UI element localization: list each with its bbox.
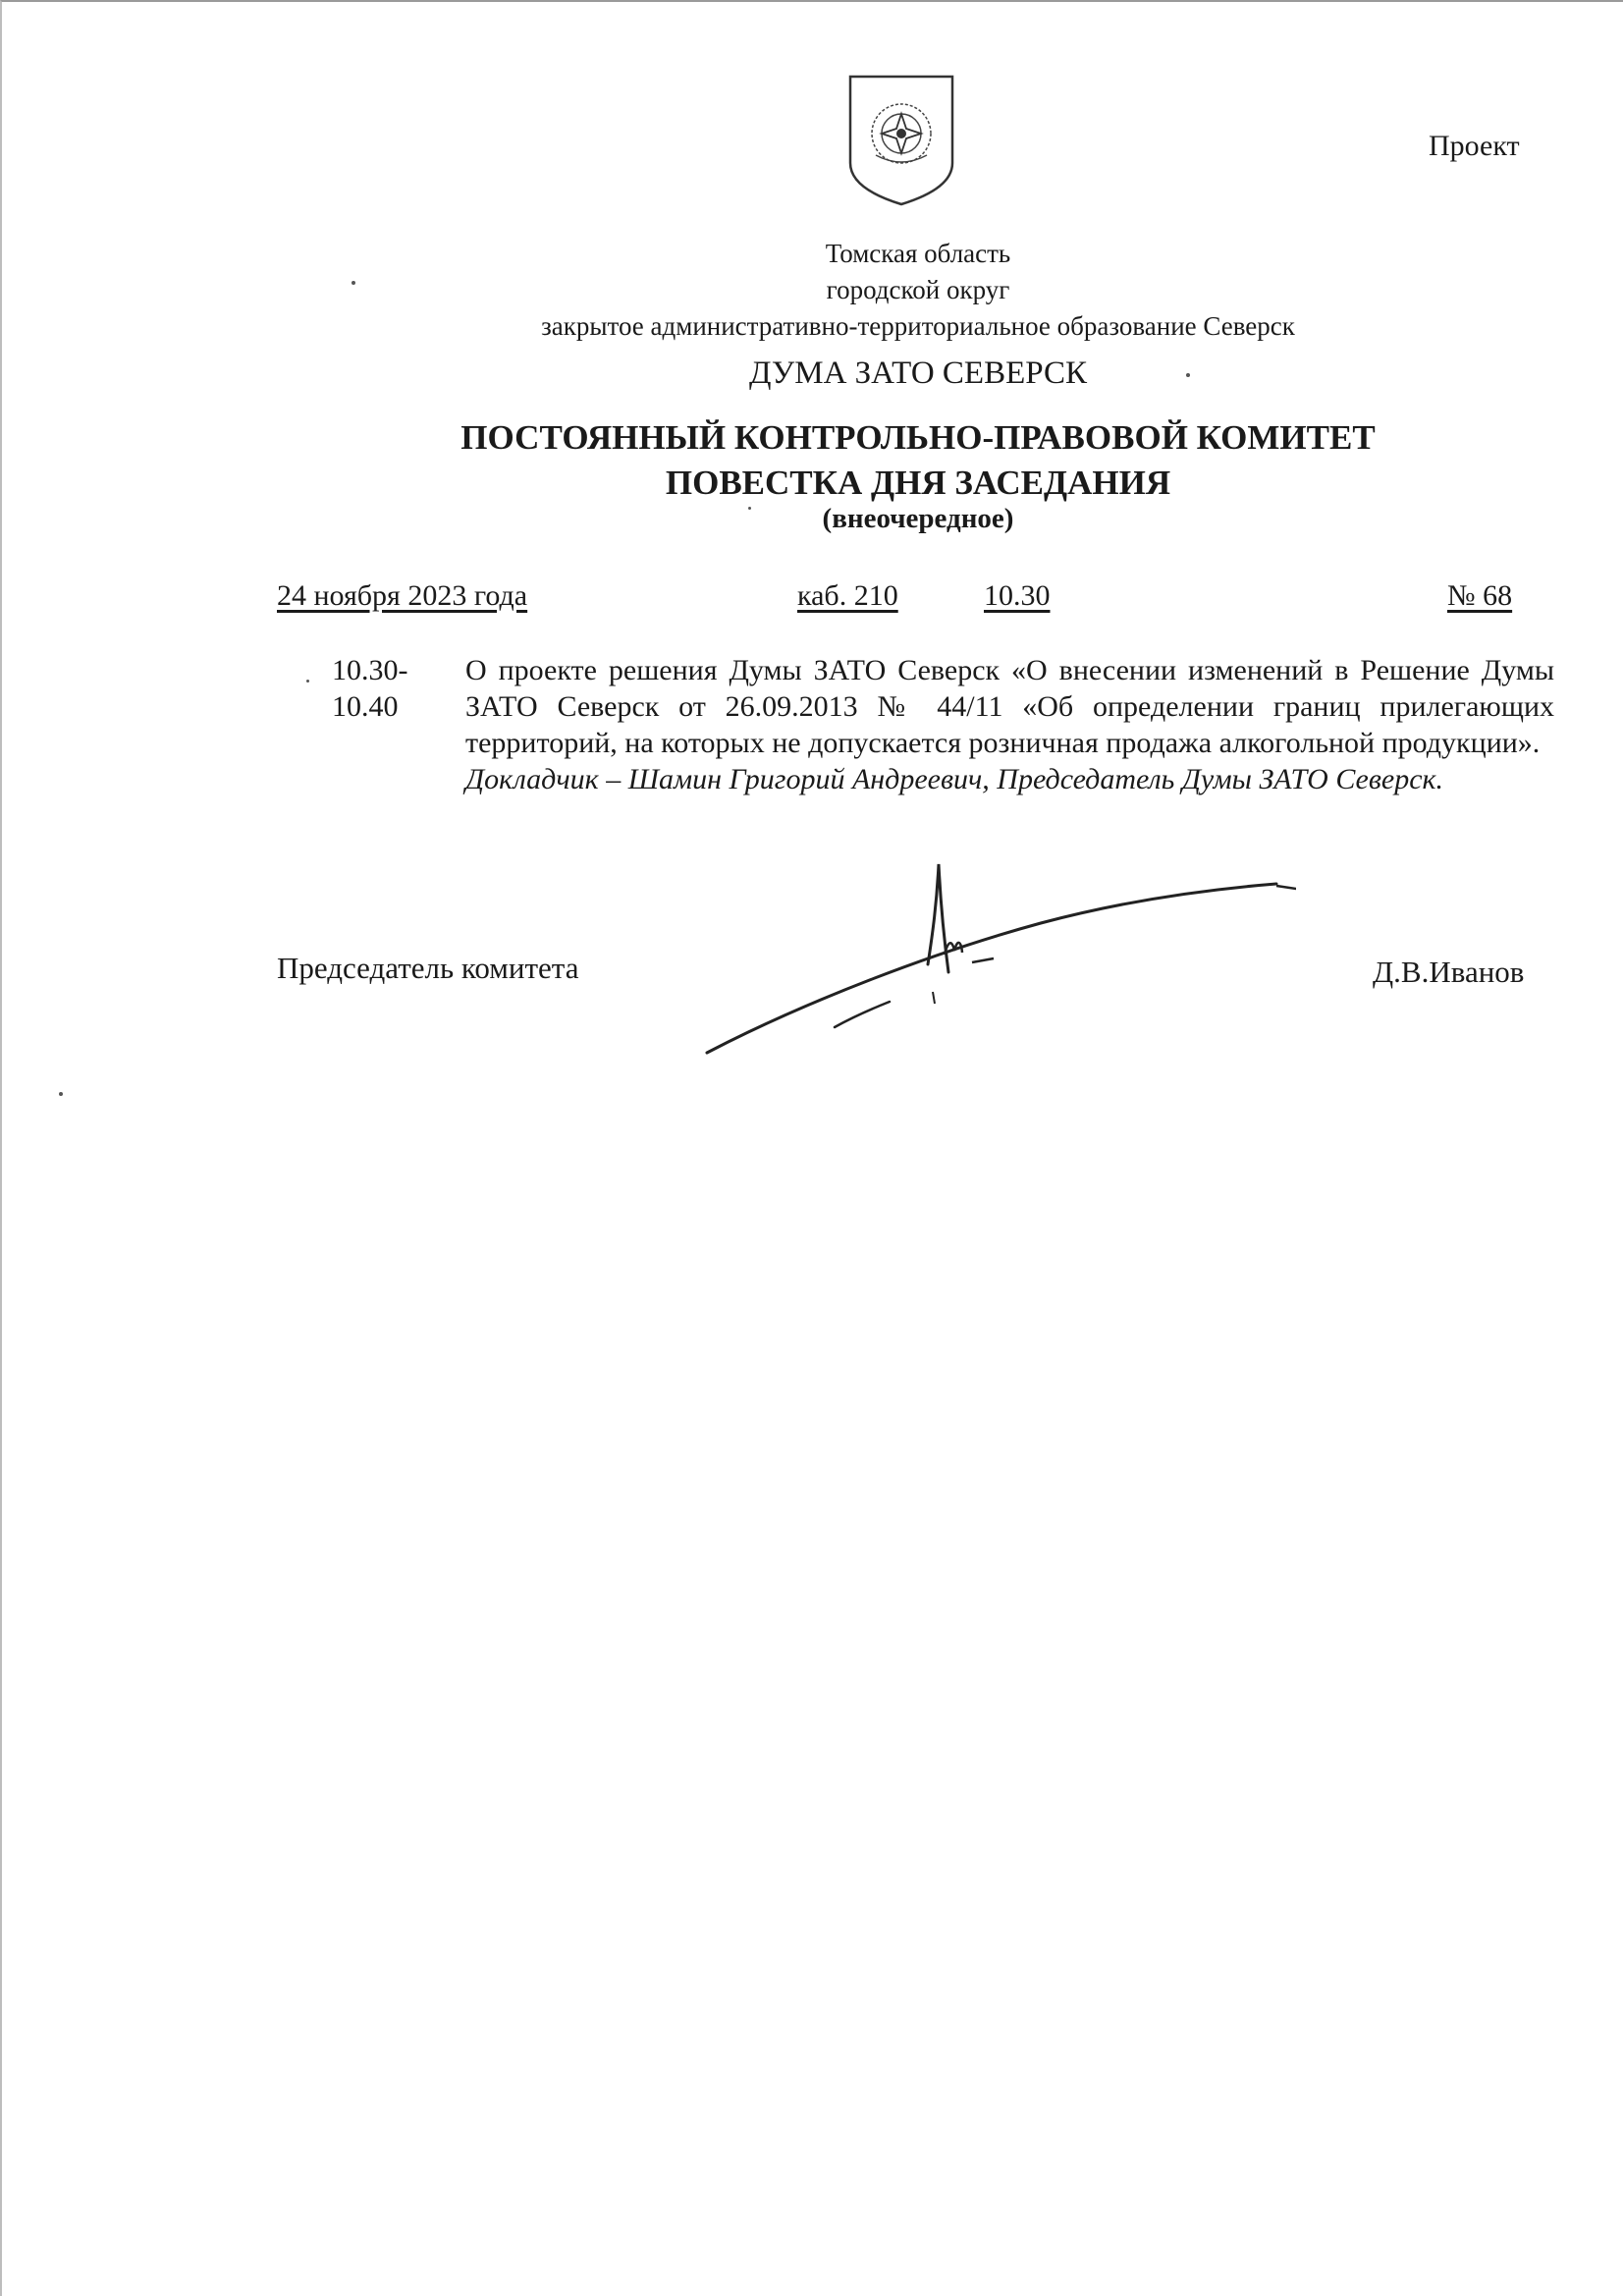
meeting-type: (внеочередное) [822,503,1014,534]
scan-speck [306,680,309,683]
meeting-time: 10.30 [984,579,1051,612]
chair-title: Председатель комитета [277,951,579,985]
scan-speck [59,1092,63,1096]
committee-name: ПОСТОЯННЫЙ КОНТРОЛЬНО-ПРАВОВОЙ КОМИТЕТ [460,418,1376,457]
region-line: Томская область [825,239,1011,268]
agenda-topic: О проекте решения Думы ЗАТО Северск «О внесении изменений в Решение Думы ЗАТО Северск от 26.09.2013 № 44/11 «Об определении границ прилегающих территорий, на которых не допускается розничная продажа алкогольной продукции». [465,654,1554,759]
document-title [0,415,1623,506]
entity-line: закрытое административно-территориальное образование Северск [541,311,1295,341]
agenda-body [465,652,1554,797]
agenda-time [332,652,420,725]
meeting-number: № 68 [1447,579,1513,612]
agenda-speaker: Докладчик – Шамин Григорий Андреевич, Председатель Думы ЗАТО Северск. [465,763,1444,795]
agenda-heading: ПОВЕСТКА ДНЯ ЗАСЕДАНИЯ [665,464,1171,502]
project-mark: Проект [1429,130,1520,162]
district-line: городской округ [826,275,1010,304]
agenda-time-start: 10.30- [332,654,408,686]
chair-name: Д.В.Иванов [1373,955,1525,989]
handwritten-signature [687,845,1296,1070]
agenda-time-end: 10.40 [332,690,399,723]
scan-speck [352,281,355,285]
coat-of-arms-icon [846,73,956,208]
scan-speck [748,507,751,510]
scan-speck [1186,373,1190,377]
document-header [0,236,1623,345]
meeting-date: 24 ноября 2023 года [277,579,528,612]
duma-name: ДУМА ЗАТО СЕВЕРСК [748,355,1088,391]
meeting-room: каб. 210 [797,579,898,612]
